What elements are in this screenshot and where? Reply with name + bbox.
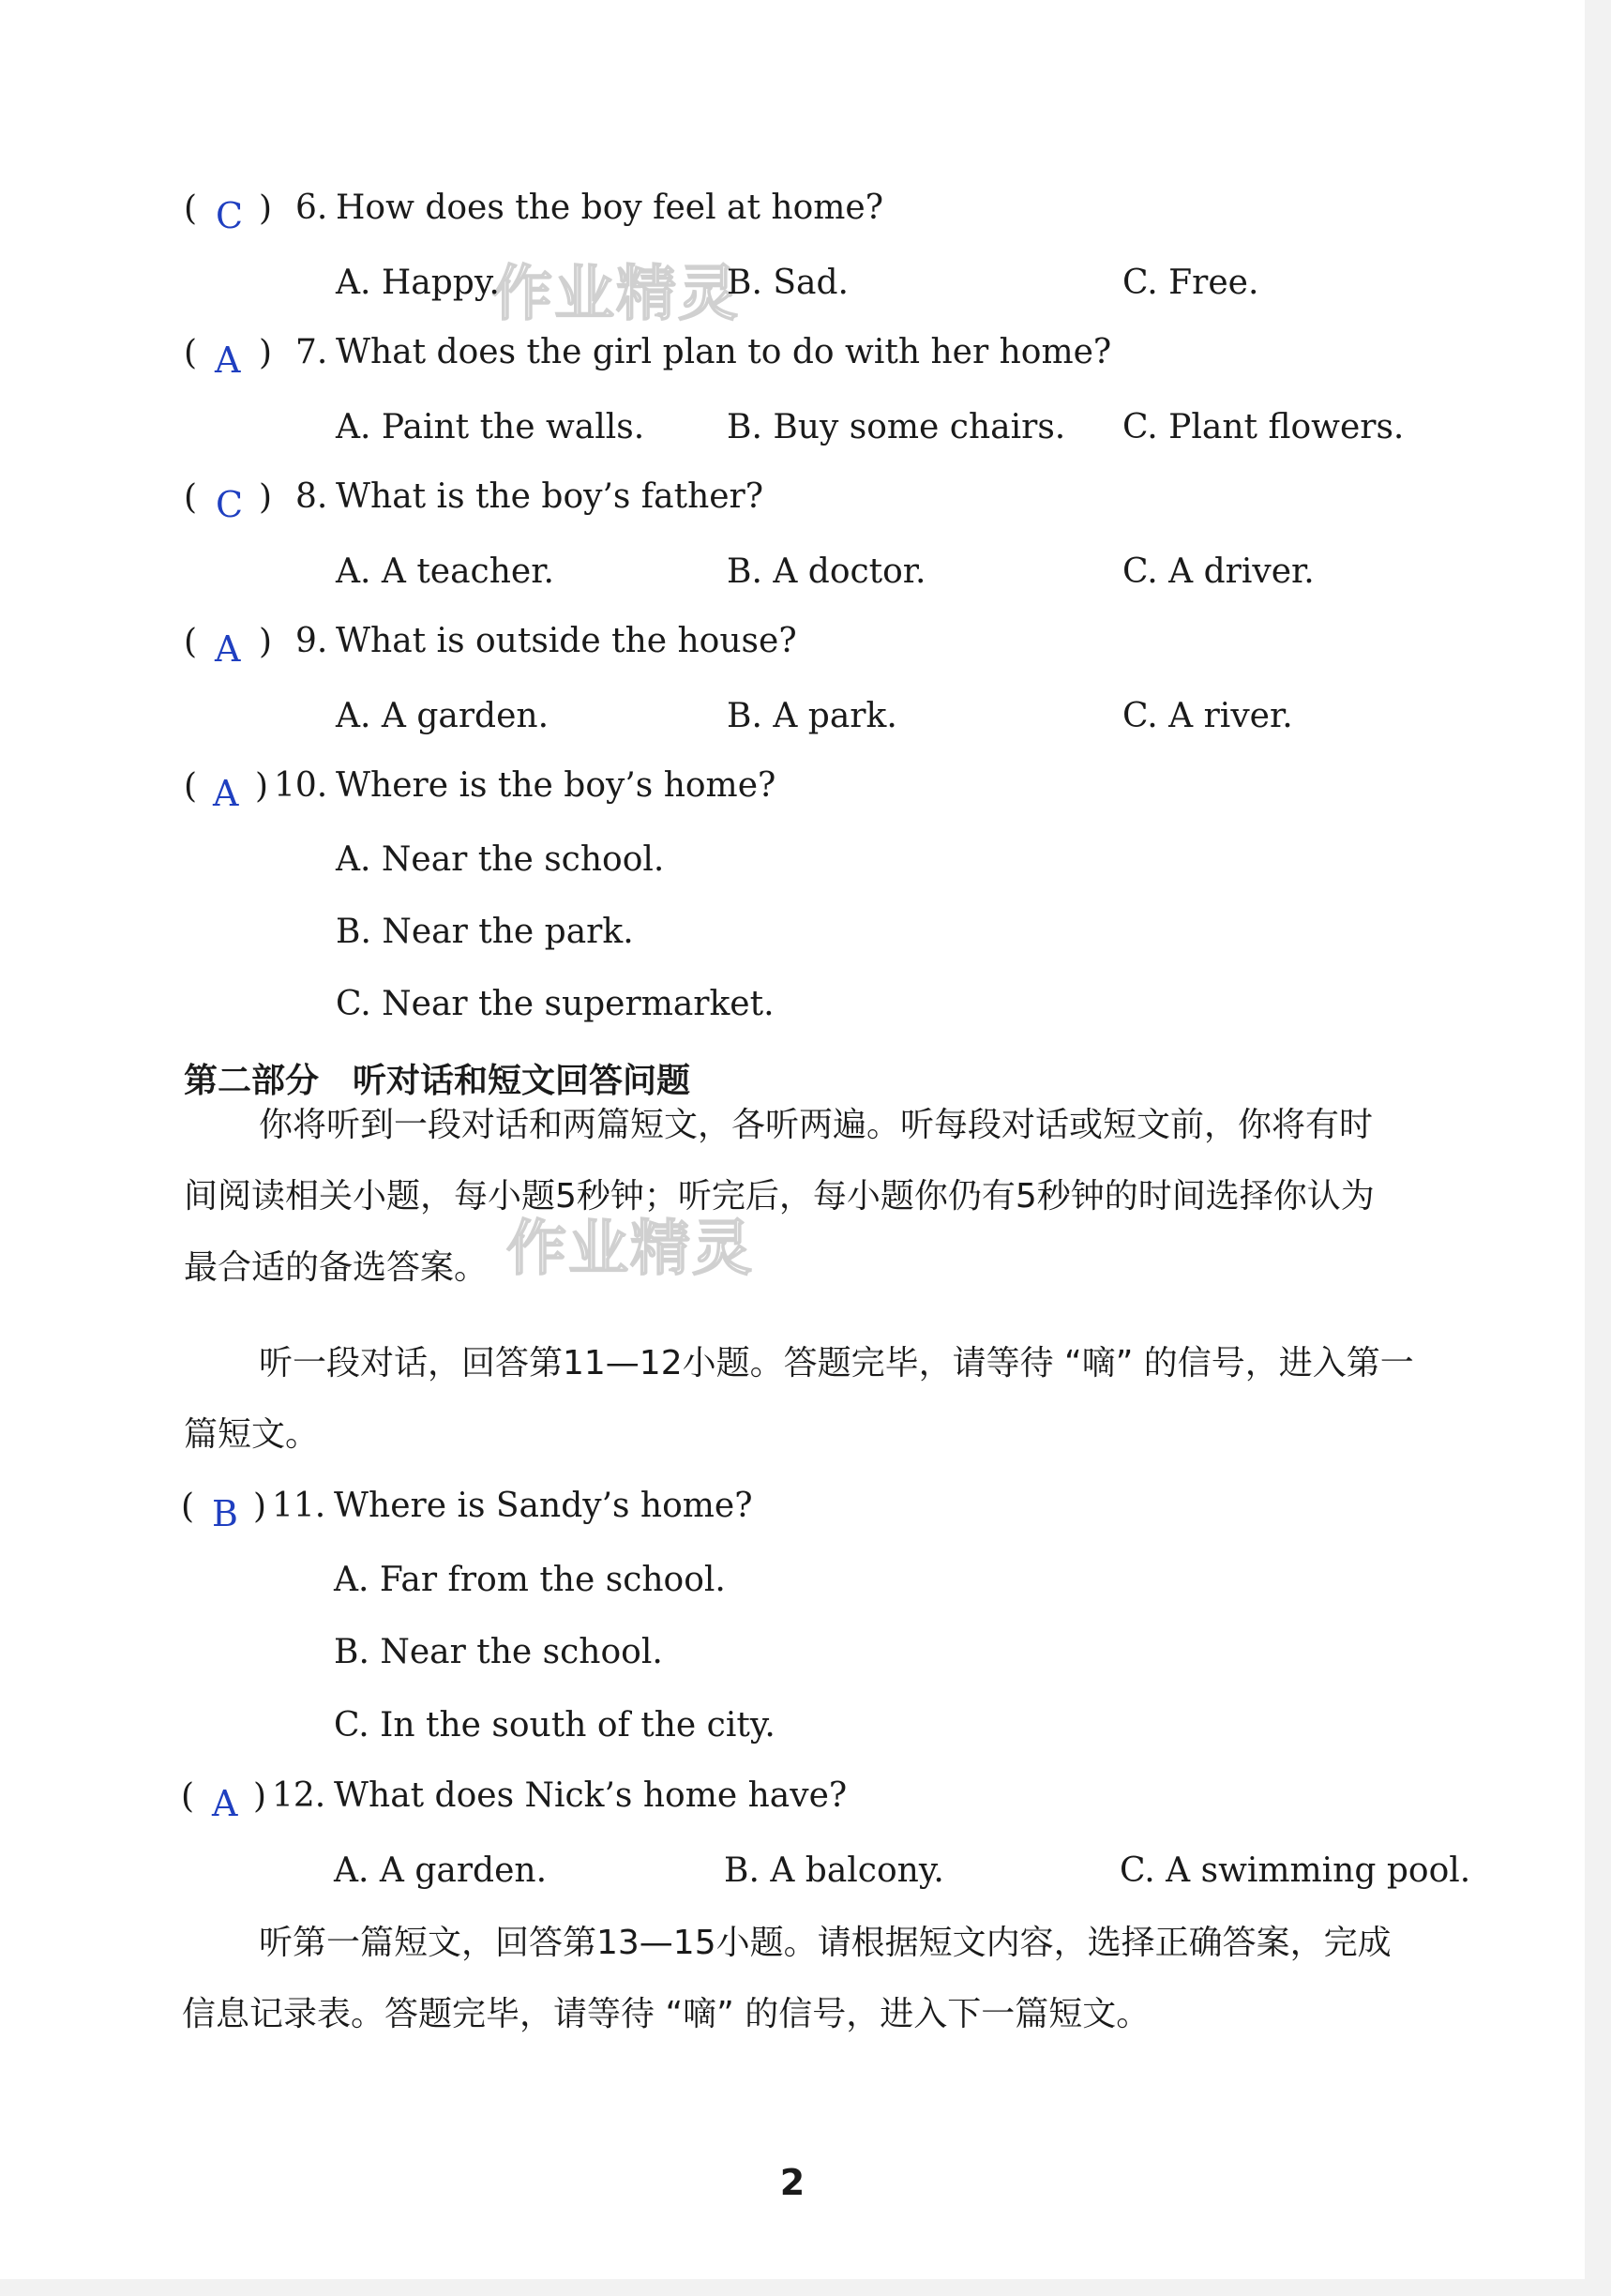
answer-letter: A: [212, 1783, 238, 1824]
option-a: A. Far from the school.: [334, 1561, 726, 1599]
left-paren: (: [184, 189, 198, 228]
option-a: A. A garden.: [334, 1851, 548, 1890]
answer-letter: C: [216, 484, 244, 525]
option-b: B. Near the park.: [336, 913, 634, 951]
left-paren: (: [184, 478, 198, 517]
option-a: A. Near the school.: [336, 840, 665, 879]
option-c: C. Near the supermarket.: [336, 985, 775, 1023]
option-b: B. A park.: [727, 697, 897, 735]
left-paren: (: [181, 1777, 195, 1816]
answer-letter: A: [213, 773, 239, 814]
option-c: C. Plant flowers.: [1122, 408, 1405, 446]
intro-line-3: 最合适的备选答案。: [184, 1248, 489, 1287]
question-number: 12.: [272, 1776, 326, 1815]
right-paren: ): [253, 1777, 267, 1816]
answer-letter: A: [215, 340, 241, 381]
answer-letter: A: [215, 628, 241, 670]
right-paren: ): [259, 623, 273, 661]
option-b: B. A balcony.: [724, 1851, 944, 1890]
option-b: B. Near the school.: [334, 1633, 663, 1671]
question-number: 11.: [272, 1487, 326, 1525]
right-paren: ): [259, 334, 273, 372]
option-b: B. A doctor.: [727, 552, 926, 591]
option-c: C. A swimming pool.: [1120, 1851, 1471, 1890]
question-number: 8.: [295, 477, 328, 516]
option-c: C. A driver.: [1122, 552, 1315, 591]
watermark: 作业精灵: [492, 260, 740, 329]
left-paren: (: [184, 623, 198, 661]
left-paren: (: [181, 1488, 195, 1526]
option-a: A. A garden.: [336, 697, 550, 735]
dialog-instruction-line-1: 听一段对话，回答第11—12小题。答题完毕，请等待 “嘀” 的信号，进入第一: [259, 1344, 1414, 1382]
intro-line-1: 你将听到一段对话和两篇短文，各听两遍。听每段对话或短文前，你将有时: [259, 1106, 1374, 1144]
option-a: A. Paint the walls.: [336, 408, 645, 446]
option-b: B. Buy some chairs.: [727, 408, 1066, 446]
left-paren: (: [184, 334, 198, 372]
passage-instruction-line-2: 信息记录表。答题完毕，请等待 “嘀” 的信号，进入下一篇短文。: [182, 1995, 1151, 2033]
question-number: 7.: [295, 333, 328, 371]
question-number: 10.: [274, 766, 328, 805]
watermark: 作业精灵: [506, 1215, 754, 1284]
section-heading: 第二部分 听对话和短文回答问题: [184, 1062, 691, 1100]
question-text: What is outside the house?: [336, 622, 797, 660]
page-number: 2: [779, 2162, 806, 2203]
passage-instruction-line-1: 听第一篇短文，回答第13—15小题。请根据短文内容，选择正确答案，完成: [259, 1924, 1392, 1962]
answer-letter: C: [216, 195, 244, 236]
option-a: A. A teacher.: [336, 552, 554, 591]
left-paren: (: [184, 767, 198, 806]
question-text: Where is the boy’s home?: [336, 766, 776, 805]
question-number: 9.: [295, 622, 328, 660]
option-a: A. Happy.: [336, 264, 500, 302]
right-paren: ): [253, 1488, 267, 1526]
option-c: C. A river.: [1122, 697, 1293, 735]
option-c: C. In the south of the city.: [334, 1706, 775, 1745]
option-c: C. Free.: [1122, 264, 1259, 302]
right-paren: ): [259, 189, 273, 228]
intro-line-2: 间阅读相关小题，每小题5秒钟；听完后，每小题你仍有5秒钟的时间选择你认为: [184, 1177, 1375, 1216]
answer-letter: B: [212, 1493, 238, 1534]
question-text: What is the boy’s father?: [336, 477, 764, 516]
dialog-instruction-line-2: 篇短文。: [184, 1415, 320, 1454]
right-paren: ): [259, 478, 273, 517]
question-text: What does Nick’s home have?: [334, 1776, 848, 1815]
question-text: How does the boy feel at home?: [336, 189, 884, 227]
question-number: 6.: [295, 189, 328, 227]
right-paren: ): [255, 767, 269, 806]
question-text: What does the girl plan to do with her home?: [336, 333, 1112, 371]
question-text: Where is Sandy’s home?: [334, 1487, 753, 1525]
option-b: B. Sad.: [727, 264, 849, 302]
